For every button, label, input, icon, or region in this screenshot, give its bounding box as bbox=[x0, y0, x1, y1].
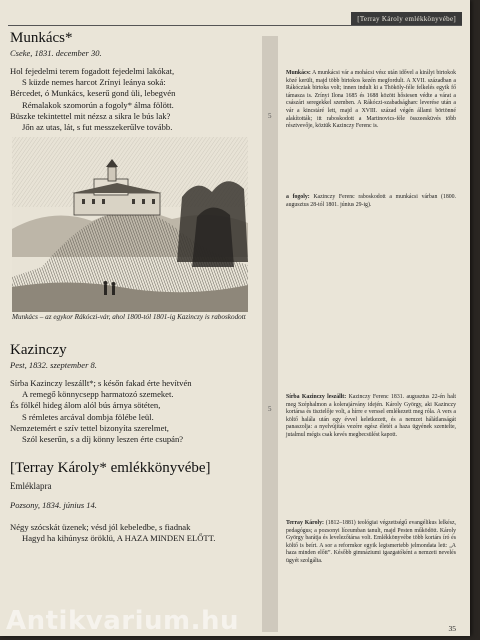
poem-dateline-munkacs: Cseke, 1831. december 30. bbox=[10, 48, 102, 58]
munkacs-castle-engraving bbox=[12, 137, 248, 312]
note-text: A munkácsi vár a mohácsi vész után idővel a királyi birtokok közé került, majd több birtokos kezén megfordult. A XVII. században a Rákócziak birtoka volt; innen indult ki a Thököly-féle felkelés egyik fő támasza is. Zrínyi Ilona 1685 és 1688 között hősiesen védte a várat a császári seregekkel szemben. A Rákóczi-szabadságharc leverése után a vár a kincstáré lett, majd a XVIII. század végén állami börtönné alakították; itt raboskodott a Martinovics-féle összeesküvés több résztvevője, köztük Kazinczy Ferenc is. bbox=[286, 70, 456, 130]
poem-body-terray bbox=[10, 522, 215, 544]
poem-title-munkacs: Munkács* bbox=[10, 30, 73, 46]
poem-line: Rémalakok szomorún a fogoly* álma fölött. bbox=[22, 99, 174, 110]
note-terray bbox=[286, 520, 456, 566]
poem-line: Hol fejedelmi terem fogadott fejedelmi lakókat, bbox=[10, 66, 175, 76]
margin-mark: 5 bbox=[268, 405, 272, 413]
note-fogoly bbox=[286, 194, 456, 209]
note-text: (1812–1881) teológiai végzettségű evangélikus lelkész, pedagógus; a pozsonyi líceumban tanult, majd Pesten működött. Károly György barátja és levelezőtársa volt. Emlékkönyvébe több kortárs író és költő is beírt. A sor a reformkor egyik legismertebb jelmondata lett: „A haza minden előtt”. Később gimnáziumi igazgatóként a nemzeti nevelés ügyét szolgálta. bbox=[286, 520, 457, 564]
poem-title-kazinczy: Kazinczy bbox=[10, 342, 67, 358]
poem-body-kazinczy bbox=[10, 378, 192, 445]
poem-dateline-kazinczy: Pest, 1832. szeptember 8. bbox=[10, 360, 97, 370]
note-headword: Sírba Kazinczy leszállt: bbox=[286, 394, 347, 400]
poem-line: S küzde nemes harcot Zrínyi leánya soká: bbox=[22, 77, 166, 88]
note-text: Kazinczy Ferenc 1831. augusztus 22-én halt meg Széphalmon a kolerajárvány idején. Károly György, aki Kazinczy kortársa és tisztelője volt, a hírre e verssel emlékezett meg róla. A vers a költő halála után egy évvel keletkezett, és a nemzet hálátlanságát panaszolja: a nyelvújítás vezére egész életét a haza ügyének szentelte, jutalmul mégis csak kevés megbecsülést kapott. bbox=[286, 394, 457, 438]
page-number: 35 bbox=[448, 624, 456, 633]
poem-line: Büszke tekintettel mit nézsz a sikra le bús lak? bbox=[10, 110, 171, 121]
poem-line: Négy szócskát üzenek; vésd jól kebeledbe, s fiadnak bbox=[10, 522, 191, 532]
poem-line: Sírba Kazinczy leszállt*; s későn fakad érte hevítvén bbox=[10, 378, 192, 388]
note-text: Kazinczy Ferenc raboskodott a munkácsi várban (1800. augusztus 28-tól 1801. június 29-ig). bbox=[286, 194, 456, 208]
running-header: [Terray Károly emlékkönyvébe] bbox=[351, 12, 462, 26]
poem-line: S rémletes arcával dombja fölébe leül. bbox=[22, 411, 154, 422]
poem-line: Hagyd ha kihúnysz öröklü, A HAZA MINDEN ELŐTT. bbox=[22, 533, 216, 544]
poem-dateline-terray: Pozsony, 1834. június 14. bbox=[10, 500, 97, 510]
poem-line: Szól keserűn, s a díj könny leszen érte csupán? bbox=[22, 434, 184, 445]
header-rule bbox=[8, 25, 462, 26]
poem-line: Nemzetemért e szív tettel bizonyíta szerelmet, bbox=[10, 422, 169, 433]
note-headword: Munkács: bbox=[286, 70, 311, 76]
poem-line: Jőn az utas, lát, s fut messzekerűlve tovább. bbox=[22, 122, 173, 133]
poem-body-munkacs bbox=[10, 66, 175, 133]
margin-mark: 5 bbox=[268, 112, 272, 120]
margin-column-bar bbox=[262, 36, 278, 632]
poem-line: És fölkél hideg álom alól bús árnya sötéten, bbox=[10, 400, 161, 411]
illustration-caption: Munkács – az egykor Rákóczi-vár, ahol 1800-tól 1801-ig Kazinczy is raboskodott bbox=[12, 313, 246, 321]
poem-title-terray: [Terray Károly* emlékkönyvébe] bbox=[10, 460, 211, 476]
note-munkacs bbox=[286, 70, 456, 131]
poem-line: A remegő könnycsepp harmatozó szemeket. bbox=[22, 389, 174, 400]
note-kazinczy bbox=[286, 394, 456, 440]
watermark: Antikvarium.hu bbox=[6, 606, 239, 636]
poem-line: Bércedet, ó Munkács, keserű gond üli, lebegvén bbox=[10, 88, 176, 99]
poem-subtitle-terray: Emléklapra bbox=[10, 481, 52, 491]
note-headword: Terray Károly: bbox=[286, 520, 324, 526]
note-headword: a fogoly: bbox=[286, 194, 310, 200]
